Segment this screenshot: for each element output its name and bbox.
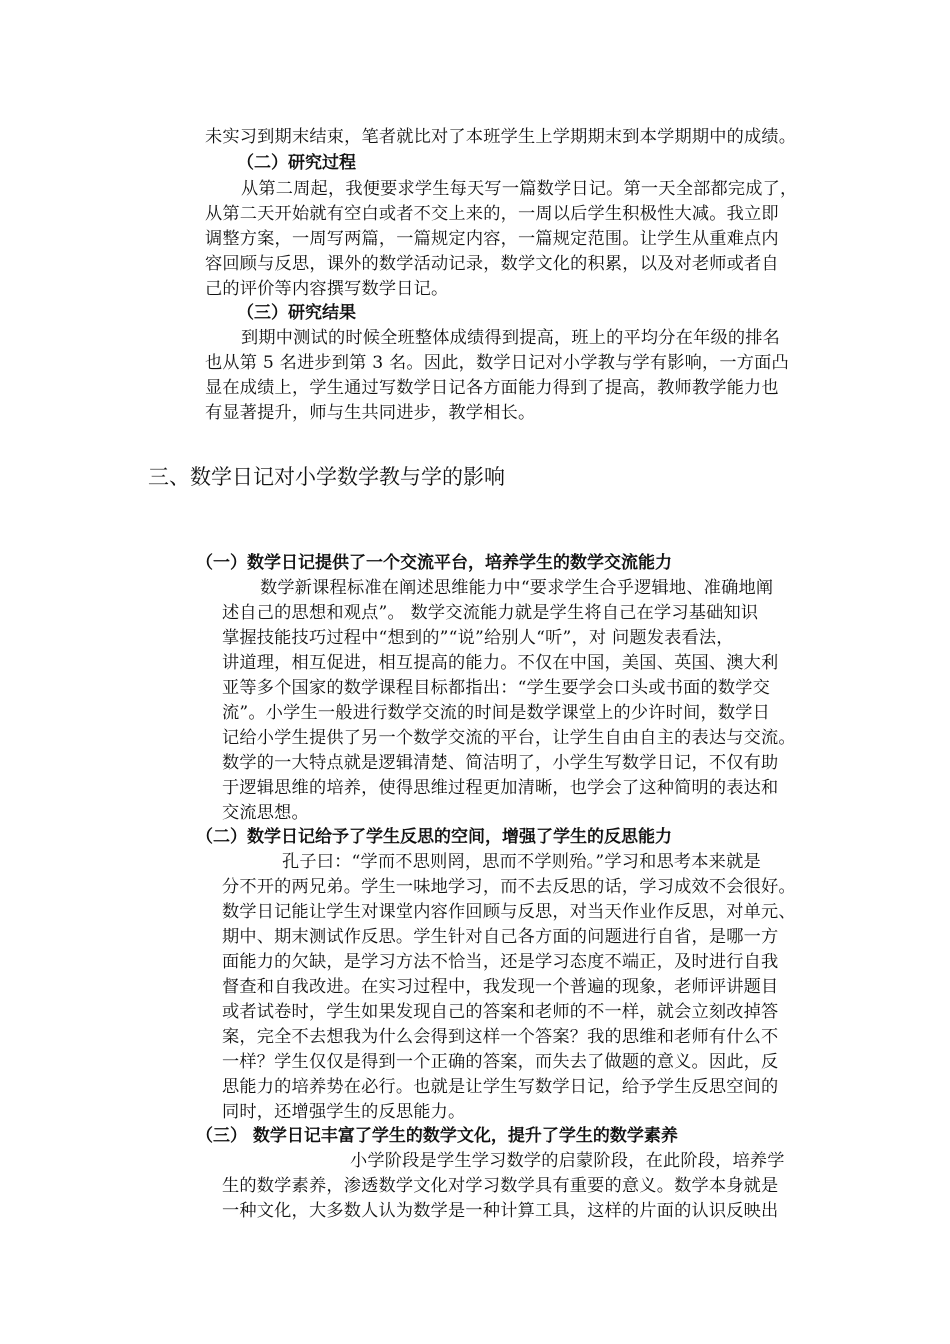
text-line: 也从第 5 名进步到第 3 名。因此，数学日记对小学教与学有影响，一方面凸 [205, 353, 789, 373]
text-line: 记给小学生提供了另一个数学交流的平台，让学生自由自主的表达与交流。 [222, 728, 796, 748]
text-line: 调整方案，一周写两篇，一篇规定内容，一篇规定范围。让学生从重难点内 [205, 229, 779, 249]
text-line: 数学日记能让学生对课堂内容作回顾与反思，对当天作业作反思，对单元、 [222, 902, 796, 922]
intro-paragraph [205, 125, 845, 150]
text-line: 同时，还增强学生的反思能力。 [222, 1102, 466, 1122]
text-line: 到期中测试的时候全班整体成绩得到提高，班上的平均分在年级的排名 [241, 328, 781, 348]
text-line: 于逻辑思维的培养，使得思维过程更加清晰，也学会了这种简明的表达和 [222, 778, 779, 798]
text-line: 孔子曰：“学而不思则罔，思而不学则殆。”学习和思考本来就是 [282, 852, 761, 872]
subsection-3-paragraph [222, 1149, 847, 1224]
text-line: 从第二天开始就有空白或者不交上来的，一周以后学生积极性大减。我立即 [205, 204, 779, 224]
text-line: 亚等多个国家的数学课程目标都指出：“学生要学会口头或书面的数学交 [222, 678, 771, 698]
text-line: 面能力的欠缺，是学习方法不恰当，还是学习态度不端正，及时进行自我 [222, 952, 779, 972]
section-heading-result: （三）研究结果 [237, 303, 356, 323]
text-line: 未实习到期末结束，笔者就比对了本班学生上学期期末到本学期期中的成绩。 [205, 127, 797, 147]
text-line: 交流思想。 [222, 803, 309, 823]
text-line: 生的数学素养，渗透数学文化对学习数学具有重要的意义。数学本身就是 [222, 1176, 779, 1196]
text-line: 数学的一大特点就是逻辑清楚、简洁明了，小学生写数学日记，不仅有助 [222, 753, 779, 773]
text-line: 督查和自我改进。在实习过程中，我发现一个普遍的现象，老师评讲题目 [222, 977, 779, 997]
text-line: 己的评价等内容撰写数学日记。 [205, 279, 449, 299]
subsection-heading-1: （一）数学日记提供了一个交流平台，培养学生的数学交流能力 [196, 553, 672, 573]
text-line: 讲道理，相互促进，相互提高的能力。不仅在中国，美国、英国、澳大利 [222, 653, 779, 673]
text-line: 数学新课程标准在阐述思维能力中“要求学生合乎逻辑地、准确地阐 [260, 578, 774, 598]
text-line: 掌握技能技巧过程中“想到的”“说”给别人“听”，对 问题发表看法， [222, 628, 734, 648]
process-paragraph [205, 177, 845, 302]
text-line: 分不开的两兄弟。学生一味地学习，而不去反思的话，学习成效不会很好。 [222, 877, 796, 897]
section-heading-process: （二）研究过程 [237, 153, 356, 173]
result-paragraph [205, 326, 845, 426]
subsection-2-paragraph [222, 850, 847, 1125]
subsection-heading-3: （三） 数学日记丰富了学生的数学文化，提升了学生的数学素养 [196, 1126, 678, 1146]
chapter-title: 三、数学日记对小学数学教与学的影响 [148, 465, 505, 489]
text-line: 案，完全不去想我为什么会得到这样一个答案？我的思维和老师有什么不 [222, 1027, 779, 1047]
text-line: 流”。小学生一般进行数学交流的时间是数学课堂上的少许时间，数学日 [222, 703, 771, 723]
subsection-1-paragraph [222, 576, 847, 826]
text-line: 思能力的培养势在必行。也就是让学生写数学日记，给予学生反思空间的 [222, 1077, 779, 1097]
subsection-heading-2: （二）数学日记给予了学生反思的空间，增强了学生的反思能力 [196, 827, 672, 847]
text-line: 一种文化，大多数人认为数学是一种计算工具，这样的片面的认识反映出 [222, 1201, 779, 1221]
text-line: 容回顾与反思，课外的数学活动记录，数学文化的积累，以及对老师或者自 [205, 254, 779, 274]
text-line: 述自己的思想和观点”。 数学交流能力就是学生将自己在学习基础知识 [222, 603, 759, 623]
text-line: 或者试卷时，学生如果发现自己的答案和老师的不一样，就会立刻改掉答 [222, 1002, 779, 1022]
text-line: 从第二周起，我便要求学生每天写一篇数学日记。第一天全部都完成了， [241, 179, 798, 199]
text-line: 显在成绩上，学生通过写数学日记各方面能力得到了提高，教师教学能力也 [205, 378, 779, 398]
text-line: 一样？学生仅仅是得到一个正确的答案，而失去了做题的意义。因此，反 [222, 1052, 779, 1072]
text-line: 小学阶段是学生学习数学的启蒙阶段，在此阶段，培养学 [350, 1151, 785, 1171]
text-line: 期中、期末测试作反思。学生针对自己各方面的问题进行自省，是哪一方 [222, 927, 779, 947]
text-line: 有显著提升，师与生共同进步，教学相长。 [205, 403, 536, 423]
